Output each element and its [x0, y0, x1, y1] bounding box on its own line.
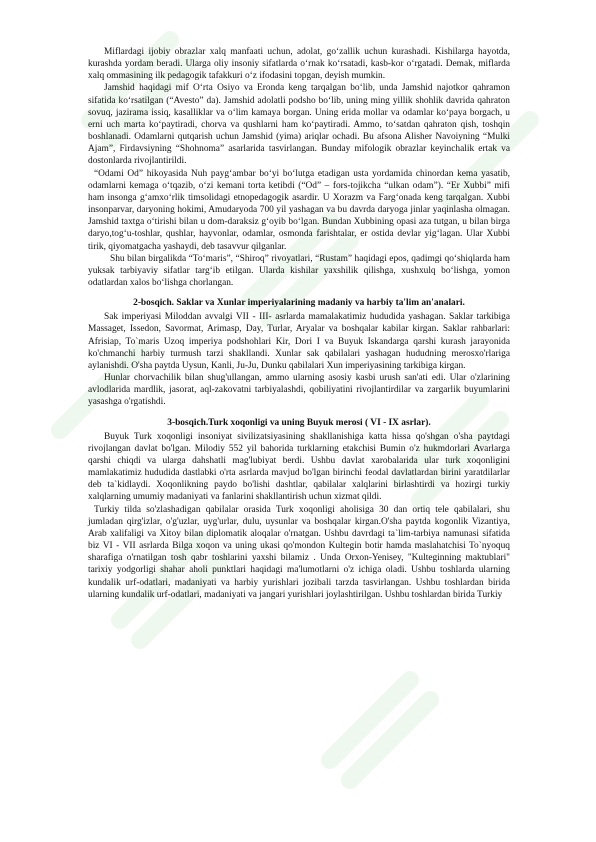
paragraph-hunlar: Hunlar chorvachilik bilan shug'ullangan, ammo ularning asosiy kasbi urush san'ati edi. Ular o'zlarining avlodlarida mardlik, jasorat, aql-zakovatni tarbiyalashdi, qobiliyatini rivojlantirdilar va zargarlik buyumlarini yasashga o'rgatishdi.	[88, 373, 510, 408]
paragraph-turkiy-qabilalar: Turkiy tilda so'zlashadigan qabilalar orasida Turk xoqonligi aholisiga 30 dan ortiq tele qabilalari, shu jumladan qirg'izlar, o'g'uzlar, uyg'urlar, dulu, uysunlar va boshqalar kirgan.O'sha paytda kogonlik Vizantiya, Arab xalifaligi va Xitoy bilan diplomatik aloqalar o'rnatgan. Ushbu davrdagi ta`lim-tarbiya namunasi sifatida biz VI - VII asrlarda Bilga xoqon va uning ukasi qo'mondon Kultegin botir hamda maslahatchisi To`nyoquq sharafiga o'rnatilgan tosh qabr toshlarini yaxshi bilamiz . Unda Orxon-Yenisey, "Kulteginning maktublari" tarixiy yodgorligi shahar aholi punktlari haqidagi ma'lumotlarni o'z ichiga oladi. Ushbu toshlarda ularning kundalik urf-odatlari, madaniyati va harbiy yurishlari jozibali tarzda tasvirlangan. Ushbu toshlardan birida ularning kundalik urf-odatlari, madaniyati va jangari yurishlari joylashtirilgan. Ushbu toshlardan birida Turkiy	[88, 504, 510, 600]
paragraph-turk-xoqonligi: Buyuk Turk xoqonligi insoniyat sivilizatsiyasining shakllanishiga katta hissa qo'shgan o'sha paytdagi rivojlangan davlat bo'lgan. Milodiy 552 yil bahorida turklarning etakchisi Bumin o'z hukmdorlari Avarlarga qarshi chiqdi va ularga dahshatli mag'lubiyat berdi. Ushbu davlat xarobalarida ular turk xoqonligini mamlakatimiz hududida dastlabki o'rta asrlarda mavjud bo'lgan birinchi feodal davlatlardan birini yaratdilarlar deb ta`kidlaydi. Xoqonlikning paydo bo'lishi dashtlar, qabilalar xalqlarini birlashtirdi va hozirgi turkiy xalqlarning umumiy madaniyati va fanlarini shakllantirish uchun xizmat qildi.	[88, 431, 510, 503]
paragraph-sak-imperiyasi: Sak imperiyasi Miloddan avvalgi VII - III- asrlarda mamalakatimiz hududida yashagan. Saklar tarkibiga Massaget, Issedon, Savormat, Arimasp, Day, Turlar, Aryalar va boshqalar kabilar kirgan. Saklar rahbarlari: Afrisiap, To`maris Uzoq imperiya podshohlari Kir, Dori I va Buyuk Iskandarga qarshi kurash jarayonida ko'chmanchi harbiy turmush tarzi shakllandi. Xunlar sak qabilalari yashagan hududning merosxo'rlariga aylanishdi. O'sha paytda Uysun, Kanli, Ju-Ju, Dunku qabilalari Xun imperiyasining tarkibiga kirgan.	[88, 312, 510, 371]
section-heading-3: 3-bosqich.Turk xoqonligi va uning Buyuk merosi ( VI - IX asrlar).	[167, 417, 431, 428]
paragraph-miflar: Miflardagi ijobiy obrazlar xalq manfaati uchun, adolat, go‘zallik uchun kurashadi. Kishilarga hayotda, kurashda yordam beradi. Ularga oliy insoniy sifatlarda o‘rnak ko‘rsatadi, kasb-kor o‘rgatadi. Demak, miflarda xalq ommasining ilk pedagogik tafakkuri o‘z ifodasini topgan, deyish mumkin.	[88, 47, 510, 82]
paragraph-tomaris: Shu bilan birgalikda “To‘maris”, “Shiroq” rivoyatlari, “Rustam” haqidagi epos, qadimgi qo‘shiqlarda ham yuksak tarbiyaviy sifatlar targ‘ib etilgan. Ularda kishilar yaxshilik qilishga, xushxulq bo‘lishga, yomon odatlardan xalos bo‘lishga chorlangan.	[88, 253, 510, 288]
paragraph-odami-od: “Odami Od” hikoyasida Nuh payg‘ambar bo‘yi bo‘lutga etadigan usta yordamida chinordan kema yasatib, odamlarni kemaga o‘tqazib, o‘zi kemani torta ketibdi (“Od” – fors-tojikcha “ulkan odam”). “Er Xubbi” mifi ham insonga g‘amxo‘rlik timsolidagi etnopedagogik asardir. U Xorazm va Farg‘onada keng tarqalgan. Xubbi insonparvar, daryoning hokimi, Amudaryoda 700 yil yashagan va bu davrda daryoga jinlar yaqinlasha olmagan. Jamshid taxtga o‘tirishi bilan u dom-daraksiz g‘oyib bo‘lgan. Bundan Xubbining opasi aza tutgan, u bilan birga daryo,tog‘u-toshlar, qushlar, hayvonlar, odamlar, osmonda farishtalar, er ostida devlar yig‘lagan. Ular Xubbi tirik, qiyomatgacha yashaydi, deb tasavvur qilganlar.	[88, 168, 510, 252]
document-page	[88, 46, 510, 601]
section-heading-2: 2-bosqich. Saklar va Xunlar imperiyalarining madaniy va harbiy ta'lim an'analari.	[133, 298, 465, 309]
paragraph-jamshid: Jamshid haqidagi mif O‘rta Osiyo va Eronda keng tarqalgan bo‘lib, unda Jamshid najotkor qahramon sifatida ko‘rsatilgan (“Avesto” da). Jamshid adolatli podsho bo‘lib, uning ming yillik shohlik davrida qahraton sovuq, jazirama issiq, kasalliklar va o‘lim kamaya borgan. Uning erida mollar va odamlar ko‘paya borgach, u erni uch marta ko‘paytiradi, chorva va qushlarni ham ko‘paytiradi. Ammo, to‘satdan qahraton qish, toshqin boshlanadi. Odamlarni qutqarish uchun Jamshid (yima) ariqlar ochadi. Bu afsona Alisher Navoiyning “Mulki Ajam”, Firdavsiyning “Shohnoma” asarlarida tasvirlangan. Bunday mifologik obrazlar keyinchalik ertak va dostonlarda rivojlantirildi.	[88, 83, 510, 167]
